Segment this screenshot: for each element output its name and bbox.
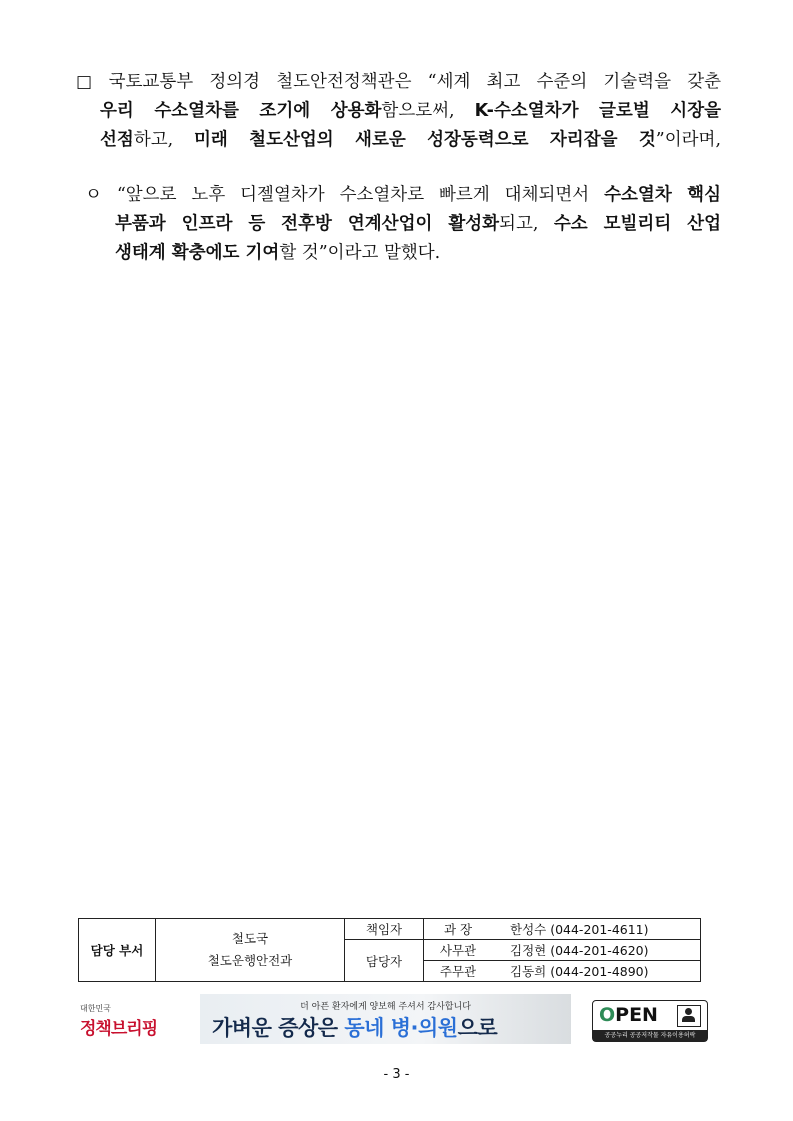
square-bullet-icon: □ bbox=[76, 72, 103, 92]
contact-rank: 주무관 bbox=[424, 961, 493, 982]
paragraph-line: 우리 수소열차를 조기에 상용화함으로써, K-수소열차가 글로벌 시장을 bbox=[100, 101, 721, 121]
circle-bullet-icon: ㅇ bbox=[85, 185, 102, 205]
paragraph-line: 선점하고, 미래 철도산업의 새로운 성장동력으로 자리잡을 것”이라며, bbox=[100, 130, 722, 150]
paragraph-line: 생태계 확충에도 기여할 것”이라고 말했다. bbox=[115, 243, 441, 263]
page-number: - 3 - bbox=[383, 1067, 410, 1082]
campaign-banner[interactable] bbox=[200, 994, 571, 1044]
open-license-badge[interactable]: OPEN 공공누리 공공저작물 자유이용허락 bbox=[592, 1000, 708, 1042]
dept-name: 철도국 철도운행안전과 bbox=[156, 919, 345, 982]
contact-rank: 사무관 bbox=[424, 940, 493, 961]
contact-person: 김동희 (044-201-4890) bbox=[492, 961, 701, 982]
role-staff: 담당자 bbox=[345, 940, 424, 982]
dept-label: 담당 부서 bbox=[79, 919, 156, 982]
contact-table bbox=[78, 918, 701, 982]
attribution-person-icon bbox=[677, 1005, 701, 1027]
paragraph-line: 부품과 인프라 등 전후방 연계산업이 활성화되고, 수소 모빌리티 산업 bbox=[115, 214, 721, 234]
contact-person: 김정현 (044-201-4620) bbox=[492, 940, 701, 961]
paragraph-line: □ 국토교통부 정의경 철도안전정책관은 “세계 최고 수준의 기술력을 갖춘 bbox=[76, 72, 721, 92]
banner-subtitle: 더 아픈 환자에게 양보해 주셔서 감사합니다 bbox=[300, 1002, 471, 1012]
banner-headline: 가벼운 증상은 동네 병·의원으로 bbox=[212, 1016, 498, 1040]
paragraph-quote bbox=[85, 181, 721, 268]
contact-rank: 과 장 bbox=[424, 919, 493, 940]
contact-person: 한성수 (044-201-4611) bbox=[492, 919, 701, 940]
policy-briefing-logo[interactable]: 대한민국 정책브리핑 bbox=[80, 1004, 158, 1039]
role-chief: 책임자 bbox=[345, 919, 424, 940]
paragraph-line: ㅇ “앞으로 노후 디젤열차가 수소열차로 빠르게 대체되면서 수소열차 핵심 bbox=[85, 185, 721, 205]
paragraph-main bbox=[76, 68, 721, 155]
